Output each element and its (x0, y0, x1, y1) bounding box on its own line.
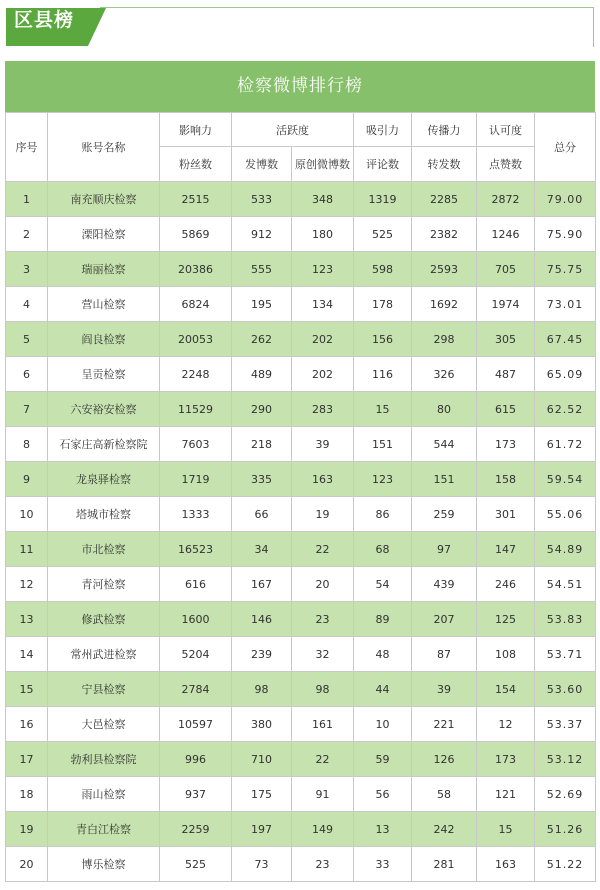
cell-total-score: 75.75 (535, 252, 596, 287)
cell-reposts: 58 (412, 777, 477, 812)
cell-account-name: 呈贡检察 (48, 357, 160, 392)
cell-likes: 1974 (477, 287, 535, 322)
cell-fans: 1719 (160, 462, 232, 497)
cell-posts: 239 (232, 637, 292, 672)
cell-posts: 489 (232, 357, 292, 392)
cell-posts: 66 (232, 497, 292, 532)
cell-rank: 7 (6, 392, 48, 427)
cell-total-score: 75.90 (535, 217, 596, 252)
cell-fans: 16523 (160, 532, 232, 567)
cell-comments: 178 (354, 287, 412, 322)
cell-rank: 6 (6, 357, 48, 392)
cell-rank: 19 (6, 812, 48, 847)
header-recognition: 认可度 (477, 113, 535, 147)
cell-likes: 125 (477, 602, 535, 637)
cell-rank: 1 (6, 182, 48, 217)
cell-comments: 156 (354, 322, 412, 357)
header-posts: 发博数 (232, 147, 292, 182)
cell-account-name: 修武检察 (48, 602, 160, 637)
cell-fans: 6824 (160, 287, 232, 322)
cell-account-name: 市北检察 (48, 532, 160, 567)
cell-reposts: 2382 (412, 217, 477, 252)
cell-total-score: 52.69 (535, 777, 596, 812)
cell-fans: 5204 (160, 637, 232, 672)
cell-reposts: 221 (412, 707, 477, 742)
cell-likes: 2872 (477, 182, 535, 217)
cell-comments: 598 (354, 252, 412, 287)
table-row (6, 427, 596, 462)
header-likes: 点赞数 (477, 147, 535, 182)
cell-fans: 11529 (160, 392, 232, 427)
cell-comments: 123 (354, 462, 412, 497)
cell-account-name: 龙泉驿检察 (48, 462, 160, 497)
cell-rank: 10 (6, 497, 48, 532)
cell-total-score: 62.52 (535, 392, 596, 427)
cell-rank: 2 (6, 217, 48, 252)
cell-total-score: 51.26 (535, 812, 596, 847)
cell-original-posts: 348 (292, 182, 354, 217)
ranking-board (5, 61, 595, 882)
cell-comments: 48 (354, 637, 412, 672)
cell-likes: 121 (477, 777, 535, 812)
cell-reposts: 126 (412, 742, 477, 777)
cell-posts: 175 (232, 777, 292, 812)
header-total: 总分 (535, 113, 596, 182)
cell-account-name: 青白江检察 (48, 812, 160, 847)
cell-account-name: 大邑检察 (48, 707, 160, 742)
cell-likes: 487 (477, 357, 535, 392)
table-row (6, 287, 596, 322)
cell-posts: 555 (232, 252, 292, 287)
cell-rank: 12 (6, 567, 48, 602)
cell-likes: 305 (477, 322, 535, 357)
cell-fans: 616 (160, 567, 232, 602)
cell-original-posts: 283 (292, 392, 354, 427)
cell-fans: 1333 (160, 497, 232, 532)
cell-likes: 154 (477, 672, 535, 707)
cell-total-score: 73.01 (535, 287, 596, 322)
cell-rank: 14 (6, 637, 48, 672)
cell-comments: 86 (354, 497, 412, 532)
cell-likes: 173 (477, 427, 535, 462)
header-activity: 活跃度 (232, 113, 354, 147)
cell-original-posts: 22 (292, 742, 354, 777)
cell-original-posts: 22 (292, 532, 354, 567)
cell-posts: 290 (232, 392, 292, 427)
cell-fans: 2248 (160, 357, 232, 392)
cell-original-posts: 202 (292, 322, 354, 357)
table-row (6, 182, 596, 217)
cell-fans: 2515 (160, 182, 232, 217)
table-row (6, 707, 596, 742)
cell-account-name: 雨山检察 (48, 777, 160, 812)
cell-comments: 13 (354, 812, 412, 847)
cell-reposts: 39 (412, 672, 477, 707)
divider (100, 7, 594, 8)
cell-rank: 20 (6, 847, 48, 882)
cell-comments: 1319 (354, 182, 412, 217)
cell-total-score: 51.22 (535, 847, 596, 882)
cell-reposts: 2285 (412, 182, 477, 217)
board-title: 检察微博排行榜 (5, 61, 595, 112)
cell-original-posts: 134 (292, 287, 354, 322)
cell-reposts: 80 (412, 392, 477, 427)
cell-original-posts: 91 (292, 777, 354, 812)
cell-account-name: 营山检察 (48, 287, 160, 322)
cell-total-score: 67.45 (535, 322, 596, 357)
cell-total-score: 53.12 (535, 742, 596, 777)
cell-fans: 5869 (160, 217, 232, 252)
cell-comments: 68 (354, 532, 412, 567)
cell-posts: 73 (232, 847, 292, 882)
cell-original-posts: 32 (292, 637, 354, 672)
cell-comments: 10 (354, 707, 412, 742)
cell-comments: 116 (354, 357, 412, 392)
cell-original-posts: 23 (292, 847, 354, 882)
cell-total-score: 53.83 (535, 602, 596, 637)
cell-account-name: 南充顺庆检察 (48, 182, 160, 217)
cell-likes: 147 (477, 532, 535, 567)
cell-total-score: 54.51 (535, 567, 596, 602)
cell-fans: 937 (160, 777, 232, 812)
cell-original-posts: 39 (292, 427, 354, 462)
cell-likes: 173 (477, 742, 535, 777)
table-row (6, 392, 596, 427)
cell-original-posts: 202 (292, 357, 354, 392)
cell-likes: 15 (477, 812, 535, 847)
cell-reposts: 97 (412, 532, 477, 567)
cell-likes: 1246 (477, 217, 535, 252)
cell-comments: 525 (354, 217, 412, 252)
cell-fans: 10597 (160, 707, 232, 742)
cell-original-posts: 180 (292, 217, 354, 252)
header-spread: 传播力 (412, 113, 477, 147)
cell-rank: 15 (6, 672, 48, 707)
table-row (6, 672, 596, 707)
cell-rank: 8 (6, 427, 48, 462)
cell-fans: 1600 (160, 602, 232, 637)
header-comments: 评论数 (354, 147, 412, 182)
cell-likes: 246 (477, 567, 535, 602)
cell-total-score: 61.72 (535, 427, 596, 462)
cell-likes: 12 (477, 707, 535, 742)
cell-posts: 218 (232, 427, 292, 462)
cell-comments: 89 (354, 602, 412, 637)
cell-fans: 20386 (160, 252, 232, 287)
cell-fans: 2784 (160, 672, 232, 707)
cell-reposts: 1692 (412, 287, 477, 322)
divider (593, 7, 594, 47)
cell-fans: 996 (160, 742, 232, 777)
cell-original-posts: 161 (292, 707, 354, 742)
cell-posts: 262 (232, 322, 292, 357)
cell-total-score: 53.71 (535, 637, 596, 672)
cell-original-posts: 123 (292, 252, 354, 287)
cell-reposts: 259 (412, 497, 477, 532)
cell-account-name: 青河检察 (48, 567, 160, 602)
cell-posts: 197 (232, 812, 292, 847)
cell-total-score: 55.06 (535, 497, 596, 532)
header-rank: 序号 (6, 113, 48, 182)
table-row (6, 847, 596, 882)
cell-reposts: 87 (412, 637, 477, 672)
cell-rank: 18 (6, 777, 48, 812)
cell-likes: 301 (477, 497, 535, 532)
table-row (6, 567, 596, 602)
table-row (6, 812, 596, 847)
cell-reposts: 151 (412, 462, 477, 497)
cell-reposts: 281 (412, 847, 477, 882)
cell-account-name: 瑞丽检察 (48, 252, 160, 287)
cell-posts: 380 (232, 707, 292, 742)
cell-account-name: 六安裕安检察 (48, 392, 160, 427)
cell-total-score: 79.00 (535, 182, 596, 217)
table-row (6, 462, 596, 497)
cell-original-posts: 163 (292, 462, 354, 497)
cell-account-name: 勃利县检察院 (48, 742, 160, 777)
cell-likes: 705 (477, 252, 535, 287)
table-row (6, 637, 596, 672)
cell-likes: 158 (477, 462, 535, 497)
cell-account-name: 宁县检察 (48, 672, 160, 707)
table-body (6, 182, 596, 882)
section-title: 区县榜 (14, 9, 75, 31)
cell-rank: 17 (6, 742, 48, 777)
cell-account-name: 阎良检察 (48, 322, 160, 357)
cell-comments: 44 (354, 672, 412, 707)
cell-comments: 33 (354, 847, 412, 882)
cell-rank: 13 (6, 602, 48, 637)
cell-total-score: 59.54 (535, 462, 596, 497)
cell-original-posts: 149 (292, 812, 354, 847)
cell-account-name: 常州武进检察 (48, 637, 160, 672)
table-row (6, 532, 596, 567)
cell-likes: 163 (477, 847, 535, 882)
cell-account-name: 石家庄高新检察院 (48, 427, 160, 462)
cell-comments: 15 (354, 392, 412, 427)
table-row (6, 252, 596, 287)
cell-total-score: 53.60 (535, 672, 596, 707)
table-row (6, 777, 596, 812)
cell-original-posts: 20 (292, 567, 354, 602)
cell-account-name: 溧阳检察 (48, 217, 160, 252)
header-reposts: 转发数 (412, 147, 477, 182)
cell-fans: 525 (160, 847, 232, 882)
cell-reposts: 439 (412, 567, 477, 602)
cell-original-posts: 19 (292, 497, 354, 532)
table-row (6, 217, 596, 252)
cell-fans: 7603 (160, 427, 232, 462)
ranking-table (5, 112, 596, 882)
header-original: 原创微博数 (292, 147, 354, 182)
cell-likes: 108 (477, 637, 535, 672)
cell-likes: 615 (477, 392, 535, 427)
header-attraction: 吸引力 (354, 113, 412, 147)
cell-posts: 710 (232, 742, 292, 777)
cell-account-name: 塔城市检察 (48, 497, 160, 532)
cell-rank: 3 (6, 252, 48, 287)
cell-reposts: 207 (412, 602, 477, 637)
cell-posts: 98 (232, 672, 292, 707)
cell-reposts: 298 (412, 322, 477, 357)
cell-fans: 2259 (160, 812, 232, 847)
cell-fans: 20053 (160, 322, 232, 357)
cell-total-score: 65.09 (535, 357, 596, 392)
cell-original-posts: 98 (292, 672, 354, 707)
cell-reposts: 242 (412, 812, 477, 847)
cell-posts: 34 (232, 532, 292, 567)
table-row (6, 602, 596, 637)
cell-reposts: 2593 (412, 252, 477, 287)
cell-posts: 146 (232, 602, 292, 637)
cell-comments: 59 (354, 742, 412, 777)
cell-rank: 5 (6, 322, 48, 357)
cell-posts: 167 (232, 567, 292, 602)
cell-rank: 11 (6, 532, 48, 567)
cell-account-name: 博乐检察 (48, 847, 160, 882)
cell-original-posts: 23 (292, 602, 354, 637)
table-row (6, 497, 596, 532)
cell-comments: 54 (354, 567, 412, 602)
cell-total-score: 54.89 (535, 532, 596, 567)
cell-posts: 335 (232, 462, 292, 497)
header-fans: 粉丝数 (160, 147, 232, 182)
cell-total-score: 53.37 (535, 707, 596, 742)
table-row (6, 742, 596, 777)
cell-reposts: 544 (412, 427, 477, 462)
cell-posts: 195 (232, 287, 292, 322)
cell-posts: 912 (232, 217, 292, 252)
cell-rank: 16 (6, 707, 48, 742)
table-row (6, 357, 596, 392)
cell-rank: 4 (6, 287, 48, 322)
cell-reposts: 326 (412, 357, 477, 392)
cell-posts: 533 (232, 182, 292, 217)
header-account: 账号名称 (48, 113, 160, 182)
cell-comments: 56 (354, 777, 412, 812)
table-row (6, 322, 596, 357)
header-influence: 影响力 (160, 113, 232, 147)
cell-rank: 9 (6, 462, 48, 497)
cell-comments: 151 (354, 427, 412, 462)
